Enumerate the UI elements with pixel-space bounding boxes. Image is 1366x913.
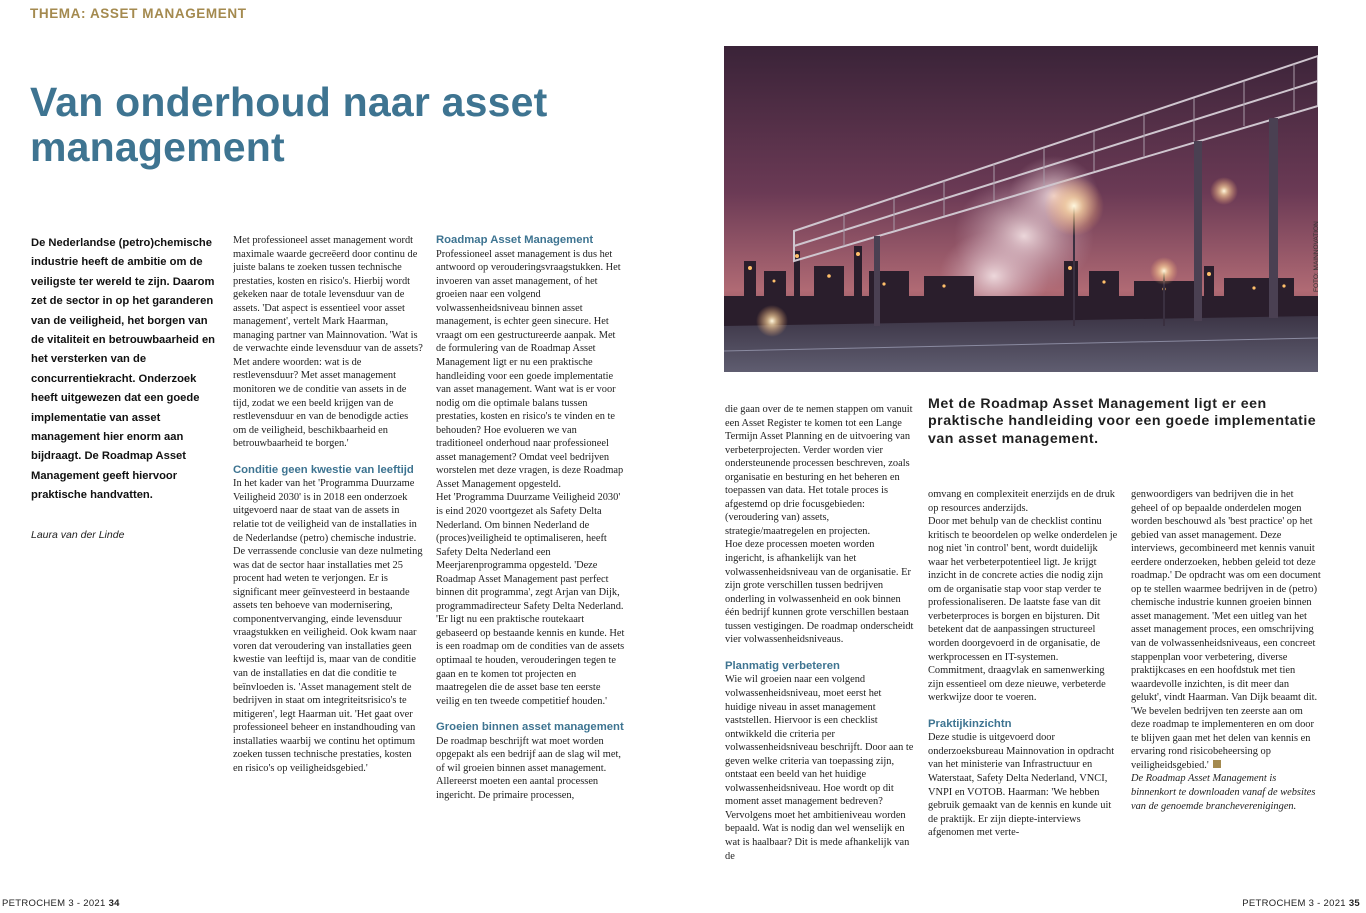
body-paragraph: Met professioneel asset management wordt maximale waarde gecreëerd door continu de juiste balans te zoeken tussen technische prestaties, kosten en risico's. Hierbij wordt gekeken naar de totale levensduur van de assets. 'Dat aspect is essentieel voor asset management', vertelt Mark Haarman, managing partner van Mainnovation. 'Wat is de verwachte einde levensduur van de assets? Met andere woorden: wat is de restlevensduur? Met asset management monitoren we de conditie van assets in de tijd, zodat we een beeld krijgen van de restlevensduur en van de benodigde acties om de veiligheid, beschikbaarheid en betrouwbaarheid te borgen.' — [233, 235, 423, 450]
author-name: Laura van der Linde — [31, 529, 125, 541]
subheading-groeien: Groeien binnen asset management — [436, 721, 624, 734]
body-paragraph: omvang en complexiteit enerzijds en de druk op resources anderzijds. — [928, 489, 1115, 514]
body-paragraph: Hoe deze processen moeten worden ingericht, is afhankelijk van het volwassenheidsniveau van de organisatie. Er zijn grote verschillen tussen bedrijven onderling in volwassenheid en ook binnen één bedrijf kunnen grote verschillen bestaan tussen vestigingen. De roadmap onderscheidt vier volwassenheidsniveaus. — [725, 539, 914, 646]
folio-left — [2, 898, 120, 909]
text-column-1 — [233, 234, 423, 874]
pull-quote: Met de Roadmap Asset Management ligt er een praktische handleiding voor een goede implementatie van asset management. — [928, 396, 1317, 447]
right-page — [683, 0, 1366, 913]
folio-right — [1242, 898, 1360, 909]
body-paragraph: De roadmap beschrijft wat moet worden opgepakt als een bedrijf aan de slag wil met, of wil groeien binnen asset management. Allereerst moeten een aantal processen ingericht. De primaire processen, — [436, 735, 621, 801]
download-note: De Roadmap Asset Management is binnenkort te downloaden vanaf de websites van de genoemde brancheverenigingen. — [1131, 773, 1316, 812]
body-paragraph: Door met behulp van de checklist continu kritisch te beoordelen op welke onderdelen je nog niet 'in control' bent, wordt duidelijk waar het verbeterpotentieel ligt. Je krijgt inzicht in de concrete acties die nodig zijn om de organisatie stap voor stap verder te professionaliseren. De laatste fase van dit verbeterproces is borgen en bijsturen. Dit betekent dat de aanpassingen structureel worden doorgevoerd in de organisatie, de werkprocessen en IT-systemen. Commitment, draagvlak en samenwerking zijn essentieel om deze nieuwe, verbeterde werkwijze door te voeren. — [928, 516, 1118, 704]
page-number: 35 — [1348, 898, 1360, 909]
body-text: genwoordigers van bedrijven die in het geheel of op bepaalde onderdelen mogen worden beschouwd als 'best practice' op het gebied van asset management. Deze interviews, gecombineerd met kennis vanuit eerdere onderzoeken, hebben geleid tot deze roadmap.' De opdracht was om een document op te stellen waarmee bedrijven in de (petro) chemische industrie kunnen groeien binnen asset management. 'Met een uitleg van het asset management proces, een omschrijving van de volwassenheidsniveaus, een concreet stappenplan voor verbetering, diverse praktijkcases en een hoofdstuk met tien waardevolle inzichten, is dit meer dan gelukt', vindt Haarman. Van Dijk beaamt dit. 'We bevelen bedrijven ten zeerste aan om deze roadmap te implementeren en om door te blijven gaan met het delen van kennis en ervaring rond risicobeheersing op veiligheidsgebied.' — [1131, 489, 1321, 771]
text-column-2 — [436, 234, 626, 874]
body-paragraph: die gaan over de te nemen stappen om vanuit een Asset Register te komen tot een Lange Termijn Asset Planning en de uitvoering van verbeterprojecten. Verder worden vier ondersteunende processen beschreven, zoals organisatie en besturing en het beheren en toepassen van data. Het totale proces is afgestemd op drie focusgebieden: (veroudering van) assets, strategie/maatregelen en projecten. — [725, 404, 913, 537]
body-paragraph: Het 'Programma Duurzame Veiligheid 2030' is eind 2020 voortgezet als Safety Delta Nederland. Om binnen Nederland de (proces)veiligheid te optimaliseren, heeft Safety Delta Nederland een Meerjarenprogramma opgesteld. 'Deze Roadmap Asset Management past perfect binnen dit programma', zegt Arjan van Dijk, programmadirecteur Safety Delta Nederland. 'Er ligt nu een praktische routekaart gebaseerd op bestaande kennis en kunde. Het is een roadmap om de condities van de assets optimaal te houden, verouderingen tegen te gaan en te komen tot projecten en maatregelen die de asset base ten eerste veilig en ten tweede competitief houden.' — [436, 492, 625, 707]
subheading-praktijk: Praktijkinzichtn — [928, 717, 1012, 730]
folio-text: PETROCHEM 3 - 2021 — [1242, 898, 1346, 909]
text-column-5 — [1131, 488, 1321, 873]
section-label: THEMA: ASSET MANAGEMENT — [30, 6, 247, 21]
body-paragraph: Wie wil groeien naar een volgend volwassenheidsniveau, moet eerst het huidige niveau in asset management vaststellen. Hiervoor is een checklist ontwikkeld die criteria per volwassenheidsniveau beschrijft. Door aan te geven welke criteria van toepassing zijn, ontstaat een beeld van het huidige volwassenheidsniveau. Hoe wordt op dit moment asset management bedreven? Vervolgens moet het ambitieniveau worden bepaald. Wat is nodig dan wel wenselijk en wat is haalbaar? Dit is mede afhankelijk van de — [725, 674, 914, 862]
body-paragraph — [1131, 488, 1321, 772]
subheading-conditie: Conditie geen kwestie van leeftijd — [233, 463, 414, 476]
refinery-night-image — [724, 46, 1318, 372]
body-paragraph: Deze studie is uitgevoerd door onderzoeksbureau Mainnovation in opdracht van het ministerie van Infrastructuur en Waterstaat, Safety Delta Nederland, VNCI, VNPI en VOTOB. Haarman: 'We hebben gebruik gemaakt van de kennis en kunde uit de praktijk. Er zijn diepte-interviews afgenomen met verte- — [928, 732, 1115, 839]
refinery-photo — [724, 46, 1318, 372]
text-column-3 — [725, 403, 915, 873]
folio-text: PETROCHEM 3 - 2021 — [2, 898, 106, 909]
article-title: Van onderhoud naar asset management — [30, 79, 548, 170]
text-column-4 — [928, 488, 1118, 873]
subheading-roadmap: Roadmap Asset Management — [436, 234, 594, 246]
page-number: 34 — [108, 898, 120, 909]
body-paragraph: In het kader van het 'Programma Duurzame Veiligheid 2030' is in 2018 een onderzoek uitgevoerd naar de staat van de assets in relatie tot de veiligheid van de installaties in de Nederlandse (petro) chemische industrie. De verrassende conclusie van deze nulmeting was dat de sector haar installaties met 25 procent had weten te verjongen. Er is significant meer geïnvesteerd in bestaande assets ten behoeve van modernisering, componentvervanging, einde levensduur vraagstukken en veiligheid. Ook kwam naar voren dat veroudering van installaties geen kwestie van leeftijd is, maar van de conditie van de installaties en dat die conditie te beïnvloeden is. 'Asset management stelt de bedrijven in staat om integriteitsrisico's te mitigeren', legt Haarman uit. 'Het gaat over professioneel beheer en instandhouding van installaties waarbij we continu het optimum zoeken tussen technische prestaties, kosten en risico's op veiligheidsgebied.' — [233, 478, 423, 774]
subheading-planmatig: Planmatig verbeteren — [725, 659, 840, 672]
end-mark-icon — [1213, 760, 1221, 768]
lead-paragraph: De Nederlandse (petro)chemische industrie heeft de ambitie om de veiligste ter wereld te zijn. Daarom zet de sector in op het garanderen van de veiligheid, het borgen van de vitaliteit en betrouwbaarheid en het versterken van de concurrentiekracht. Onderzoek heeft uitgewezen dat een goede implementatie van asset management hier enorm aan bijdraagt. De Roadmap Asset Management geeft hiervoor praktische handvatten. — [31, 237, 216, 502]
body-paragraph: Professioneel asset management is dus het antwoord op verouderingsvraagstukken. Het invoeren van asset management, of het groeien naar een volgend volwassenheidsniveau binnen asset management, is echter geen sinecure. Het vraagt om een gestructureerde aanpak. Met de formulering van de Roadmap Asset Management ligt er nu een praktische handleiding voor een goede implementatie van asset management. Want wat is er voor nodig om die optimale balans tussen prestaties, kosten en risico's te vinden en te behouden? Hoe evolueren we van traditioneel onderhoud naar professioneel asset management? Omdat veel bedrijven worstelen met deze vragen, is deze Roadmap Asset Management opgesteld. — [436, 248, 624, 490]
photo-credit: FOTO: MAINNOVATION — [1313, 221, 1320, 292]
